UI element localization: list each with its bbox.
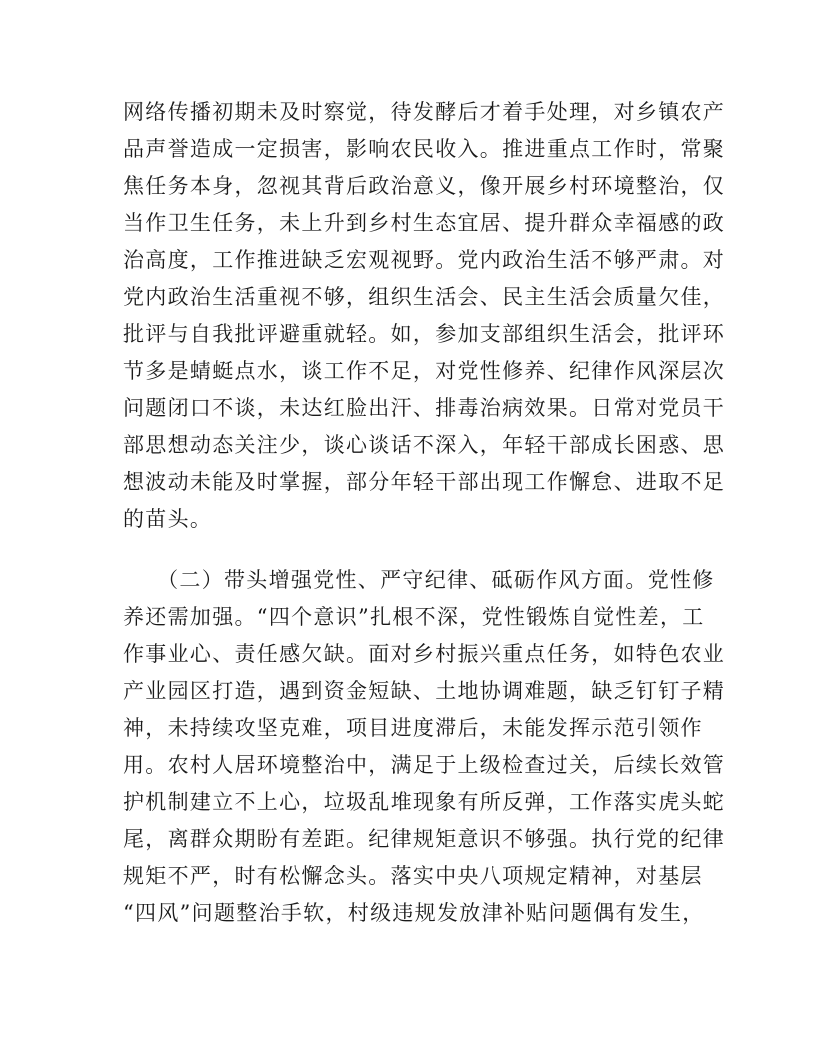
paragraph-line: 节多是蜻蜓点水，谈工作不足，对党性修养、纪律作风深层次 <box>123 359 726 383</box>
paragraph-line: 规矩不严，时有松懈念头。落实中央八项规定精神，对基层 <box>123 864 703 888</box>
paragraph-line: “四风”问题整治手软，村级违规发放津补贴问题偶有发生， <box>123 901 705 925</box>
paragraph-line: 尾，离群众期盼有差距。纪律规矩意识不够强。执行党的纪律 <box>123 827 726 851</box>
paragraph-line: 部思想动态关注少，谈心谈话不深入，年轻干部成长困惑、思 <box>123 433 726 457</box>
paragraph-line: 护机制建立不上心，垃圾乱堆现象有所反弹，工作落实虎头蛇 <box>123 790 726 814</box>
paragraph-line: 用。农村人居环境整治中，满足于上级检查过关，后续长效管 <box>123 753 726 777</box>
paragraph-line: 产业园区打造，遇到资金短缺、土地协调难题，缺乏钉钉子精 <box>123 679 726 703</box>
paragraph-line: 神，未持续攻坚克难，项目进度滞后，未能发挥示范引领作 <box>123 716 703 740</box>
paragraph-line: 的苗头。 <box>123 507 213 531</box>
paragraph-line: 作事业心、责任感欠缺。面对乡村振兴重点任务，如特色农业 <box>123 642 726 666</box>
paragraph-line: 问题闭口不谈，未达红脸出汗、排毒治病效果。日常对党员干 <box>123 396 726 420</box>
paragraph-line: 党内政治生活重视不够，组织生活会、民主生活会质量欠佳， <box>123 285 726 309</box>
paragraph-line: 网络传播初期未及时察觉，待发酵后才着手处理，对乡镇农产 <box>123 100 726 124</box>
paragraph-1 <box>123 94 726 538</box>
paragraph-line: 焦任务本身，忽视其背后政治意义，像开展乡村环境整治，仅 <box>123 174 726 198</box>
paragraph-line: 想波动未能及时掌握，部分年轻干部出现工作懈怠、进取不足 <box>123 470 726 494</box>
paragraph-line: （二）带头增强党性、严守纪律、砥砺作风方面。党性修 <box>123 568 715 592</box>
paragraph-line: 养还需加强。“四个意识”扎根不深，党性锻炼自觉性差，工 <box>123 605 705 629</box>
paragraph-line: 批评与自我批评避重就轻。如，参加支部组织生活会，批评环 <box>123 322 726 346</box>
paragraph-line: 当作卫生任务，未上升到乡村生态宜居、提升群众幸福感的政 <box>123 211 726 235</box>
paragraph-line: 品声誉造成一定损害，影响农民收入。推进重点工作时，常聚 <box>123 137 726 161</box>
paragraph-line: 治高度，工作推进缺乏宏观视野。党内政治生活不够严肃。对 <box>123 248 726 272</box>
paragraph-2 <box>123 562 726 932</box>
